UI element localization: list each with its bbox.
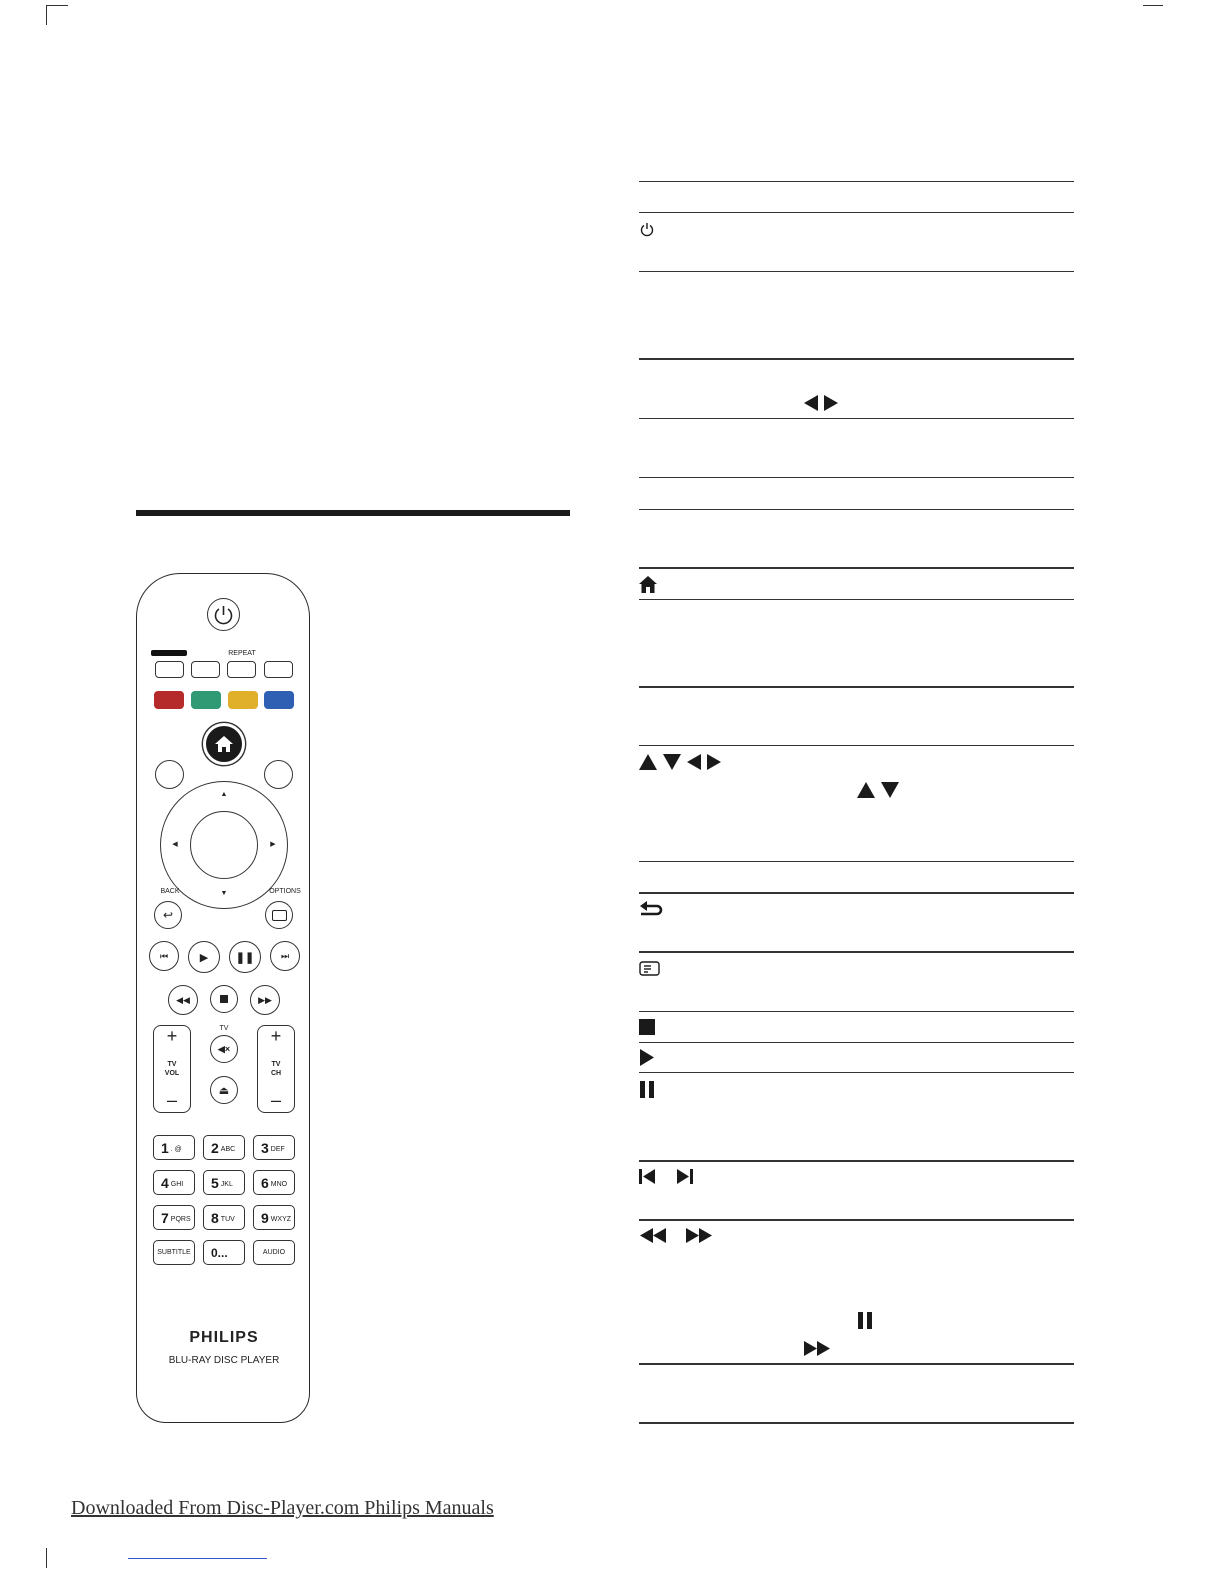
play-icon: ▶ [199, 951, 209, 964]
key-letters: WXYZ [270, 1216, 292, 1223]
table-rule [639, 951, 1074, 953]
remote-power-button [207, 598, 240, 631]
remote-down-arrow-icon: ▼ [220, 889, 228, 897]
remote-pause-button [229, 941, 261, 973]
key-digit: 1 [161, 1139, 169, 1156]
key-letters: PQRS [170, 1216, 191, 1223]
back-icon [639, 900, 663, 918]
key-digit: 7 [161, 1209, 169, 1226]
remote-key-9 [253, 1205, 295, 1230]
footer-download-link[interactable]: Downloaded From Disc-Player.com Philips Manuals [71, 1497, 494, 1519]
remote-green-key [191, 691, 221, 709]
remote-options-label: OPTIONS [269, 888, 301, 895]
mute-icon: ◀× [217, 1043, 231, 1054]
remote-control-illustration [136, 573, 310, 1423]
key-digit: 9 [261, 1209, 269, 1226]
remote-brand: PHILIPS [189, 1329, 259, 1346]
remote-forward-button [250, 985, 280, 1015]
key-digit: 3 [261, 1139, 269, 1156]
home-icon [206, 726, 242, 762]
remote-options-button [265, 901, 293, 929]
pause-icon [857, 1312, 874, 1329]
remote-stop-button [210, 985, 238, 1013]
table-rule [639, 509, 1074, 510]
play-icon [639, 1049, 655, 1066]
key-digit: 5 [211, 1174, 219, 1191]
remote-previous-button [149, 941, 179, 971]
remote-right-round-key [264, 760, 293, 789]
remote-subtitle-key: SUBTITLE [153, 1240, 195, 1265]
stop-icon [639, 1019, 655, 1035]
table-rule [639, 745, 1074, 746]
table-rule [639, 1042, 1074, 1043]
remote-function-key-1 [155, 661, 184, 678]
remote-indicator-bar [151, 650, 187, 656]
remote-function-key-2 [191, 661, 220, 678]
table-rule [639, 212, 1074, 213]
remote-rewind-button [168, 985, 198, 1015]
stop-icon [220, 995, 228, 1003]
remote-mute-button [210, 1035, 238, 1063]
remote-key-1 [153, 1135, 195, 1160]
remote-tv-vol-label: TV VOL [164, 1061, 180, 1077]
key-digit: 6 [261, 1174, 269, 1191]
remote-key-4 [153, 1170, 195, 1195]
minus-icon: – [166, 1089, 177, 1110]
remote-ok-button [190, 811, 258, 879]
rewind-icon: ◀◀ [176, 994, 190, 1005]
up-down-arrows-icon [857, 781, 901, 799]
remote-next-button [270, 941, 300, 971]
left-right-arrows-icon [803, 394, 839, 412]
section-rule [136, 510, 570, 516]
table-rule [639, 1422, 1074, 1424]
table-rule [639, 1363, 1074, 1365]
remote-home-button [203, 723, 245, 765]
table-rule [639, 181, 1074, 182]
remote-yellow-key [228, 691, 258, 709]
home-icon [639, 576, 657, 593]
remote-eject-button [210, 1076, 238, 1104]
table-rule [639, 599, 1074, 600]
minus-icon: – [270, 1089, 281, 1110]
plus-icon: + [270, 1025, 282, 1046]
remote-tv-volume-rocker [153, 1025, 191, 1113]
remote-back-label: BACK [160, 888, 180, 895]
remote-key-6 [253, 1170, 295, 1195]
remote-repeat-label: REPEAT [228, 650, 256, 657]
key-digit: 0... [211, 1245, 228, 1260]
remote-back-button [154, 901, 182, 929]
remote-repeat-key [227, 661, 256, 678]
table-rule [639, 1072, 1074, 1073]
footer-blue-underline [128, 1558, 267, 1559]
options-icon [639, 961, 660, 976]
key-digit: 2 [211, 1139, 219, 1156]
remote-tv-ch-label: TV CH [270, 1061, 282, 1077]
remote-left-arrow-icon: ◀ [172, 841, 178, 848]
remote-tv-label: TV [219, 1025, 229, 1032]
key-letters: GHI [170, 1181, 184, 1188]
table-rule [639, 418, 1074, 419]
crop-mark-bottom-left [46, 1548, 47, 1568]
power-icon [639, 221, 655, 237]
next-icon: ⏭ [280, 950, 290, 961]
forward-icon: ▶▶ [258, 994, 272, 1005]
key-letters: ABC [220, 1146, 236, 1153]
key-letters: DEF [270, 1146, 285, 1153]
pause-icon [639, 1081, 656, 1098]
table-rule [639, 567, 1074, 569]
key-letters: JKL [220, 1181, 233, 1188]
remote-key-2 [203, 1135, 245, 1160]
previous-next-icon [639, 1168, 697, 1186]
crop-mark-top-left-v [46, 5, 47, 25]
table-rule [639, 892, 1074, 894]
plus-icon: + [166, 1025, 178, 1046]
remote-key-0 [203, 1240, 245, 1265]
table-rule [639, 1219, 1074, 1221]
table-rule [639, 1011, 1074, 1012]
fast-forward-icon [803, 1340, 833, 1358]
key-digit: 8 [211, 1209, 219, 1226]
back-icon: ↩ [162, 908, 174, 922]
remote-key-5 [203, 1170, 245, 1195]
table-rule [639, 477, 1074, 478]
key-letters: MNO [270, 1181, 288, 1188]
remote-blue-key [264, 691, 294, 709]
remote-up-arrow-icon: ▲ [220, 790, 228, 798]
remote-tv-channel-rocker [257, 1025, 295, 1113]
options-icon [272, 910, 287, 921]
crop-mark-top-left-h [46, 5, 68, 6]
key-digit: 4 [161, 1174, 169, 1191]
navigation-arrows-icon [639, 753, 723, 771]
remote-function-key-4 [264, 661, 293, 678]
previous-icon: ⏮ [159, 950, 169, 961]
remote-audio-key: AUDIO [253, 1240, 295, 1265]
key-letters: . @ [170, 1146, 182, 1153]
power-icon [208, 599, 239, 630]
crop-mark-top-right [1143, 5, 1163, 6]
remote-right-arrow-icon: ▶ [270, 841, 276, 848]
table-rule [639, 358, 1074, 360]
remote-key-3 [253, 1135, 295, 1160]
pause-icon: ❚❚ [235, 951, 255, 964]
table-rule [639, 1160, 1074, 1162]
key-letters: TUV [220, 1216, 235, 1223]
remote-left-round-key [155, 760, 184, 789]
remote-play-button [188, 941, 220, 973]
remote-key-8 [203, 1205, 245, 1230]
remote-red-key [154, 691, 184, 709]
eject-icon: ⏏ [218, 1084, 230, 1097]
table-rule [639, 861, 1074, 862]
rewind-forward-icon [639, 1227, 715, 1245]
table-rule [639, 686, 1074, 688]
remote-key-7 [153, 1205, 195, 1230]
table-rule [639, 271, 1074, 272]
remote-model: BLU-RAY DISC PLAYER [168, 1355, 280, 1366]
